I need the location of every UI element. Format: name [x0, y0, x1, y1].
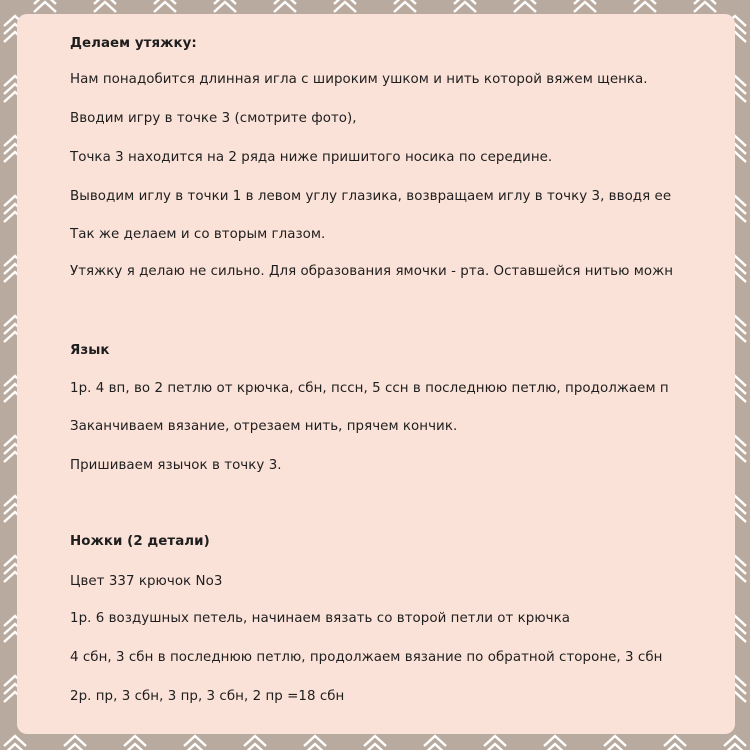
paragraph-line: Цвет 337 крючок No3: [70, 574, 223, 589]
paragraph-line: Утяжку я делаю не сильно. Для образования ямочки - рта. Оставшейся нитью можн: [70, 264, 674, 279]
section-heading-tightening: Делаем утяжку:: [70, 36, 197, 51]
paragraph-line: 4 сбн, 3 сбн в последнюю петлю, продолжаем вязание по обратной стороне, 3 сбн: [70, 650, 663, 665]
paragraph-line: 2р. пр, 3 сбн, 3 пр, 3 сбн, 2 пр =18 сбн: [70, 689, 345, 704]
paragraph-line: Нам понадобится длинная игла с широким ушком и нить которой вяжем щенка.: [70, 72, 648, 87]
paragraph-line: 1р. 6 воздушных петель, начинаем вязать со второй петли от крючка: [70, 611, 571, 626]
paragraph-line: Заканчиваем вязание, отрезаем нить, прячем кончик.: [70, 419, 458, 434]
paragraph-line: Точка 3 находится на 2 ряда ниже пришитого носика по середине.: [70, 150, 553, 165]
paragraph-line: Пришиваем язычок в точку 3.: [70, 458, 282, 473]
section-heading-legs: Ножки (2 детали): [70, 534, 210, 549]
paragraph-line: 1р. 4 вп, во 2 петлю от крючка, сбн, пссн, 5 ссн в последнюю петлю, продолжаем п: [70, 381, 669, 396]
paragraph-line: Вводим игру в точке 3 (смотрите фото),: [70, 111, 357, 126]
section-heading-tongue: Язык: [70, 343, 110, 358]
text-card: [17, 14, 735, 734]
paragraph-line: Выводим иглу в точки 1 в левом углу глазика, возвращаем иглу в точку 3, вводя ее: [70, 189, 672, 204]
paragraph-line: Так же делаем и со вторым глазом.: [70, 227, 326, 242]
